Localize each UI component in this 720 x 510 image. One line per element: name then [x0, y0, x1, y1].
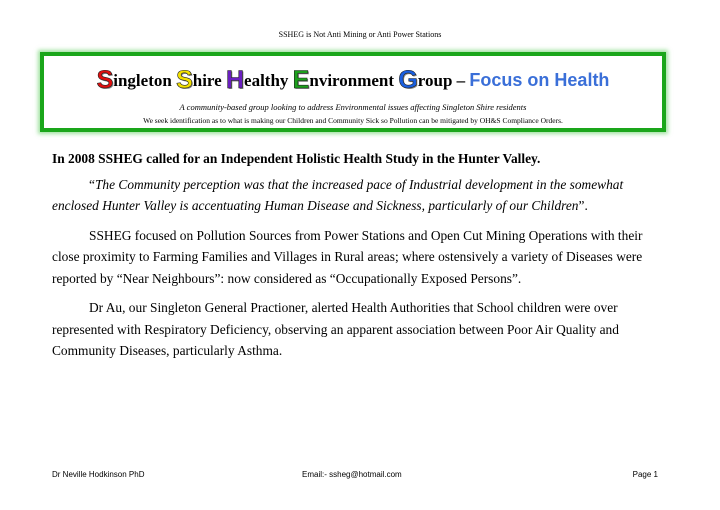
title-initial: S — [176, 66, 193, 94]
title-dash: – — [452, 71, 470, 90]
paragraph-pollution-sources: SSHEG focused on Pollution Sources from Power Stations and Open Cut Mining Operations with their close proximity to Farming Families and Villages in Rural areas; where ostensively a variety of Diseases were reported by “Near Neighbours”: now considered as “Occupationally Exposed Persons”. — [52, 227, 643, 286]
title-word-group — [398, 66, 453, 94]
paragraph-dr-au: Dr Au, our Singleton General Practioner, alerted Health Authorities that School children were over represented with Respiratory Deficiency, observing an apparent association between Poor Air Quality and Community Diseases, particularly Asthma. — [52, 300, 619, 358]
focus-on-health: Focus on Health — [469, 70, 610, 90]
title-word-rest: hire — [192, 71, 226, 90]
title-word-rest: nvironment — [309, 71, 399, 90]
title-word-rest: ealthy — [244, 71, 293, 90]
title-word-environment — [292, 66, 399, 94]
title-word-healthy — [225, 66, 293, 94]
title-initial: S — [96, 66, 114, 94]
banner-tagline: A community-based group looking to address Environmental issues affecting Singleton Shire residents — [179, 102, 527, 112]
footer-page-number: Page 1 — [632, 470, 658, 479]
banner-note: We seek identification as to what is making our Children and Community Sick so Pollution can be mitigated by OH&S Compliance Orders. — [143, 116, 563, 125]
footer-author: Dr Neville Hodkinson PhD — [52, 470, 145, 479]
title-word-shire — [176, 66, 226, 94]
paragraph-quote — [52, 174, 652, 217]
title-word-rest: ingleton — [113, 71, 177, 90]
title-initial: H — [225, 66, 245, 94]
footer-email: Email:- ssheg@hotmail.com — [302, 470, 402, 479]
quote-open-mark: “ — [89, 176, 95, 192]
title-word-rest: roup — [417, 71, 453, 90]
banner-title — [44, 66, 662, 94]
document-body — [52, 148, 652, 370]
quote-close-mark: ”. — [578, 198, 588, 213]
title-initial: G — [398, 66, 418, 94]
lead-heading: In 2008 SSHEG called for an Independent Holistic Health Study in the Hunter Valley. — [52, 151, 541, 166]
title-word-singleton — [96, 66, 177, 94]
running-header: SSHEG is Not Anti Mining or Anti Power Stations — [278, 30, 442, 39]
community-quote: The Community perception was that the increased pace of Industrial development in the somewhat enclosed Hunter Valley is accentuating Human Disease and Sickness, particularly of our Children — [52, 176, 624, 213]
title-initial: E — [292, 66, 310, 94]
group-banner — [40, 52, 666, 132]
